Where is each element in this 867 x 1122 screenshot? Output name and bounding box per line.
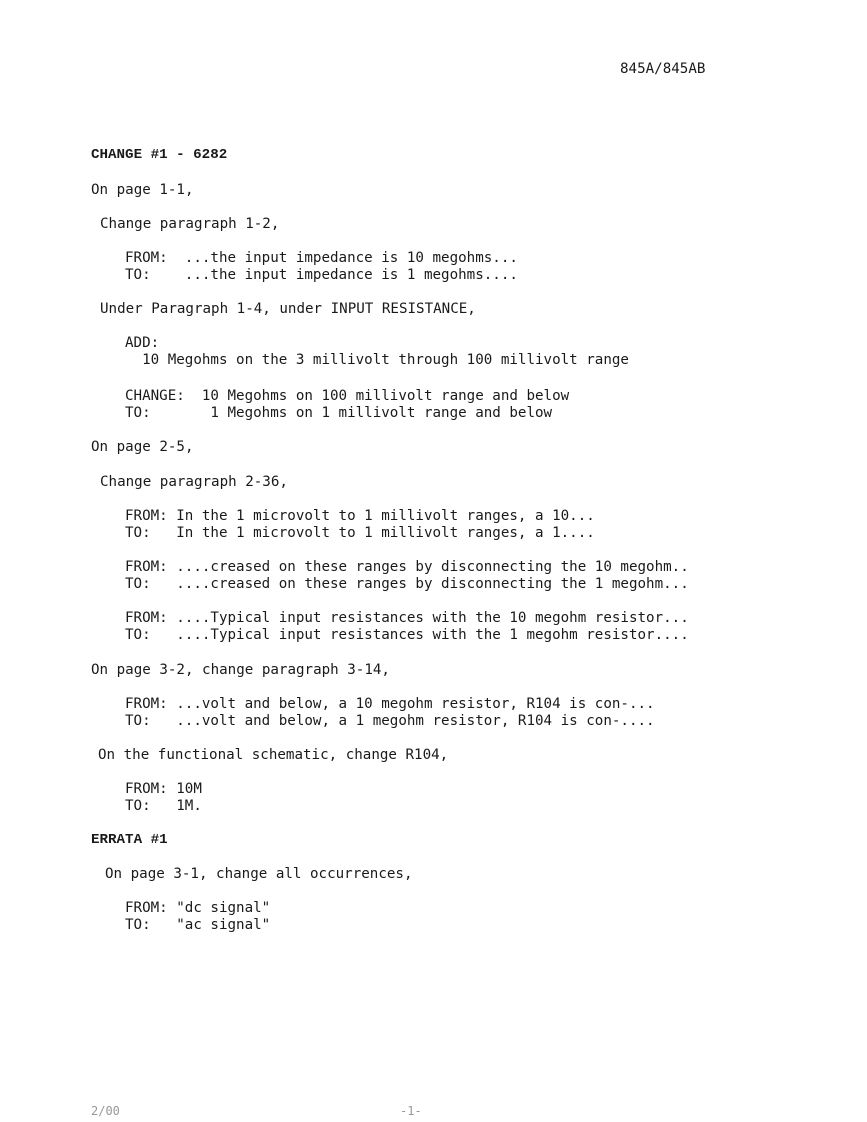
model-number: 845A/845AB	[620, 61, 706, 77]
from-line-2b: FROM: ....creased on these ranges by disconnecting the 10 megohm..	[125, 559, 689, 575]
to-line-2a: TO: In the 1 microvolt to 1 millivolt ranges, a 1....	[125, 525, 595, 541]
page-ref-1-1: On page 1-1,	[91, 182, 194, 198]
to-line-1: TO: ...the input impedance is 1 megohms....	[125, 267, 518, 283]
paragraph-1-2-heading: Change paragraph 1-2,	[100, 216, 280, 232]
footer-date: 2/00	[91, 1104, 120, 1118]
to-line-2c: TO: ....Typical input resistances with the 1 megohm resistor....	[125, 627, 689, 643]
to-line-4: TO: 1M.	[125, 798, 202, 814]
paragraph-2-36-heading: Change paragraph 2-36,	[100, 474, 288, 490]
page-ref-3-2: On page 3-2, change paragraph 3-14,	[91, 662, 390, 678]
errata-from-line: FROM: "dc signal"	[125, 900, 271, 916]
page-ref-2-5: On page 2-5,	[91, 439, 194, 455]
change-title: CHANGE #1 - 6282	[91, 147, 228, 163]
from-line-1: FROM: ...the input impedance is 10 megohms...	[125, 250, 518, 266]
to-line-3: TO: ...volt and below, a 1 megohm resistor, R104 is con-....	[125, 713, 655, 729]
from-line-4: FROM: 10M	[125, 781, 202, 797]
page-ref-3-1: On page 3-1, change all occurrences,	[105, 866, 413, 882]
schematic-heading: On the functional schematic, change R104,	[98, 747, 449, 763]
change-to-line: TO: 1 Megohms on 1 millivolt range and below	[125, 405, 553, 421]
add-label: ADD:	[125, 335, 160, 351]
change-line: CHANGE: 10 Megohms on 100 millivolt range and below	[125, 388, 570, 404]
page-number: -1-	[400, 1104, 422, 1118]
from-line-2c: FROM: ....Typical input resistances with the 10 megohm resistor...	[125, 610, 689, 626]
add-text: 10 Megohms on the 3 millivolt through 100 millivolt range	[125, 352, 629, 368]
errata-to-line: TO: "ac signal"	[125, 917, 271, 933]
paragraph-1-4-heading: Under Paragraph 1-4, under INPUT RESISTANCE,	[100, 301, 476, 317]
errata-title: ERRATA #1	[91, 832, 168, 848]
from-line-2a: FROM: In the 1 microvolt to 1 millivolt ranges, a 10...	[125, 508, 595, 524]
to-line-2b: TO: ....creased on these ranges by disconnecting the 1 megohm...	[125, 576, 689, 592]
from-line-3: FROM: ...volt and below, a 10 megohm resistor, R104 is con-...	[125, 696, 655, 712]
